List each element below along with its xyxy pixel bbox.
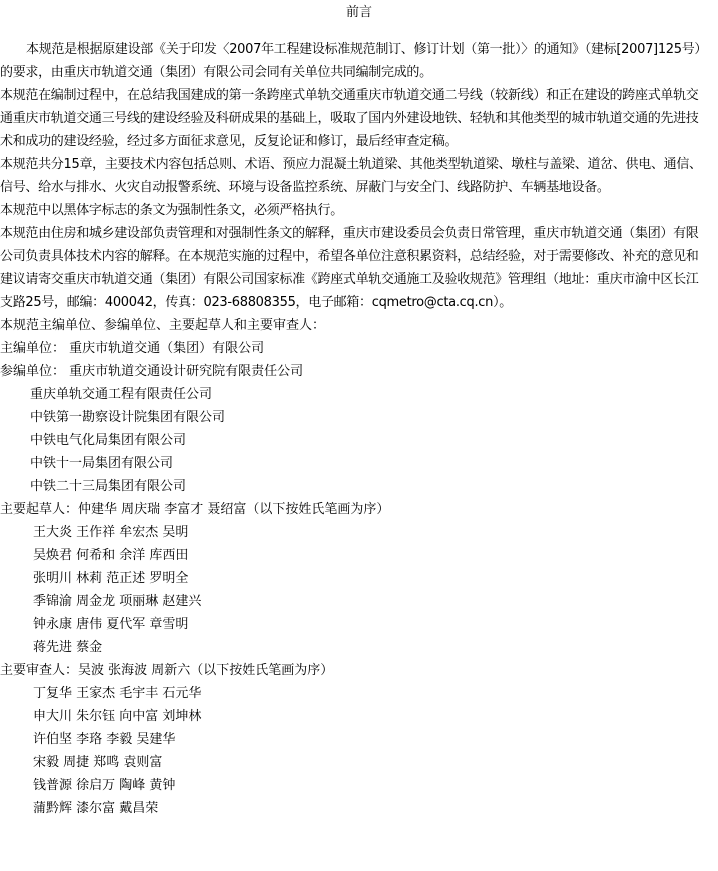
reviewer-row: 申大川 朱尔钰 向中富 刘坤林	[33, 709, 202, 724]
paragraph-origin: 本规范是根据原建设部《关于印发〈2007年工程建设标准规范制订、修订计划（第一批）〉的通知》（建标[2007]125号）的要求，由重庆市轨道交通（集团）有限公司会同有关单位共同编制完成的。	[0, 42, 708, 80]
participating-unit: 参编单位： 重庆市轨道交通设计研究院有限责任公司	[0, 364, 304, 379]
paragraph-mandatory: 本规范中以黑体字标志的条文为强制性条文，必须严格执行。	[0, 203, 343, 218]
participating-unit-item: 重庆单轨交通工程有限责任公司	[30, 387, 213, 402]
participating-unit-item: 中铁第一勘察设计院集团有限公司	[30, 410, 226, 425]
drafter-row: 季锦渝 周金龙 项丽琳 赵建兴	[33, 594, 202, 609]
drafter-row: 钟永康 唐伟 夏代军 章雪明	[33, 617, 189, 632]
reviewer-row: 蒲黔辉 漆尔富 戴昌荣	[33, 801, 159, 816]
paragraph-chapters: 本规范共分15章，主要技术内容包括总则、术语、预应力混凝土轨道梁、其他类型轨道梁、墩柱与盖梁、道岔、供电、通信、信号、给水与排水、火灾自动报警系统、环境与设备监控系统、屏蔽门与安全门、线路防护、车辆基地设备。	[0, 157, 702, 195]
drafter-row: 蒋先进 蔡金	[33, 640, 103, 655]
drafter-row: 张明川 林莉 范正述 罗明全	[33, 571, 189, 586]
drafters-heading: 主要起草人：仲建华 周庆瑞 李富才 聂绍富（以下按姓氏笔画为序）	[0, 502, 390, 517]
units-heading: 本规范主编单位、参编单位、主要起草人和主要审查人：	[0, 318, 326, 333]
drafter-row: 吴焕君 何希和 余洋 库西田	[33, 548, 189, 563]
reviewer-row: 许伯坚 李珞 李毅 吴建华	[33, 732, 176, 747]
participating-unit-item: 中铁十一局集团有限公司	[30, 456, 174, 471]
reviewer-row: 丁复华 王家杰 毛宇丰 石元华	[33, 686, 202, 701]
reviewer-row: 钱普源 徐启万 陶峰 黄钟	[33, 778, 176, 793]
paragraph-compilation: 本规范在编制过程中，在总结我国建成的第一条跨座式单轨交通重庆市轨道交通二号线（较新线）和正在建设的跨座式单轨交通重庆市轨道交通三号线的建设经验及科研成果的基础上，吸取了国内外建设地铁、轻轨和其他类型的城市轨道交通的先进技术和成功的建设经验，经过多方面征求意见，反复论证和修订，最后经审查定稿。	[0, 88, 699, 149]
page-title: 前言	[345, 5, 372, 20]
chief-unit: 主编单位： 重庆市轨道交通（集团）有限公司	[0, 341, 265, 356]
participating-unit-item: 中铁电气化局集团有限公司	[30, 433, 187, 448]
reviewers-heading: 主要审查人：吴波 张海波 周新六（以下按姓氏笔画为序）	[0, 663, 334, 678]
drafter-row: 王大炎 王作祥 牟宏杰 吴明	[33, 525, 189, 540]
reviewer-row: 宋毅 周捷 郑鸣 袁则富	[33, 755, 163, 770]
participating-unit-item: 中铁二十三局集团有限公司	[30, 479, 187, 494]
paragraph-management: 本规范由住房和城乡建设部负责管理和对强制性条文的解释，重庆市建设委员会负责日常管理，重庆市轨道交通（集团）有限公司负责具体技术内容的解释。在本规范实施的过程中，希望各单位注意积累资料，总结经验，对于需要修改、补充的意见和建议请寄交重庆市轨道交通（集团）有限公司国家标准《跨座式单轨交通施工及验收规范》管理组（地址：重庆市渝中区长江支路25号，邮编：400042，传真：023-68808355，电子邮箱：cqmetro@cta.cq.cn）。	[0, 226, 699, 310]
